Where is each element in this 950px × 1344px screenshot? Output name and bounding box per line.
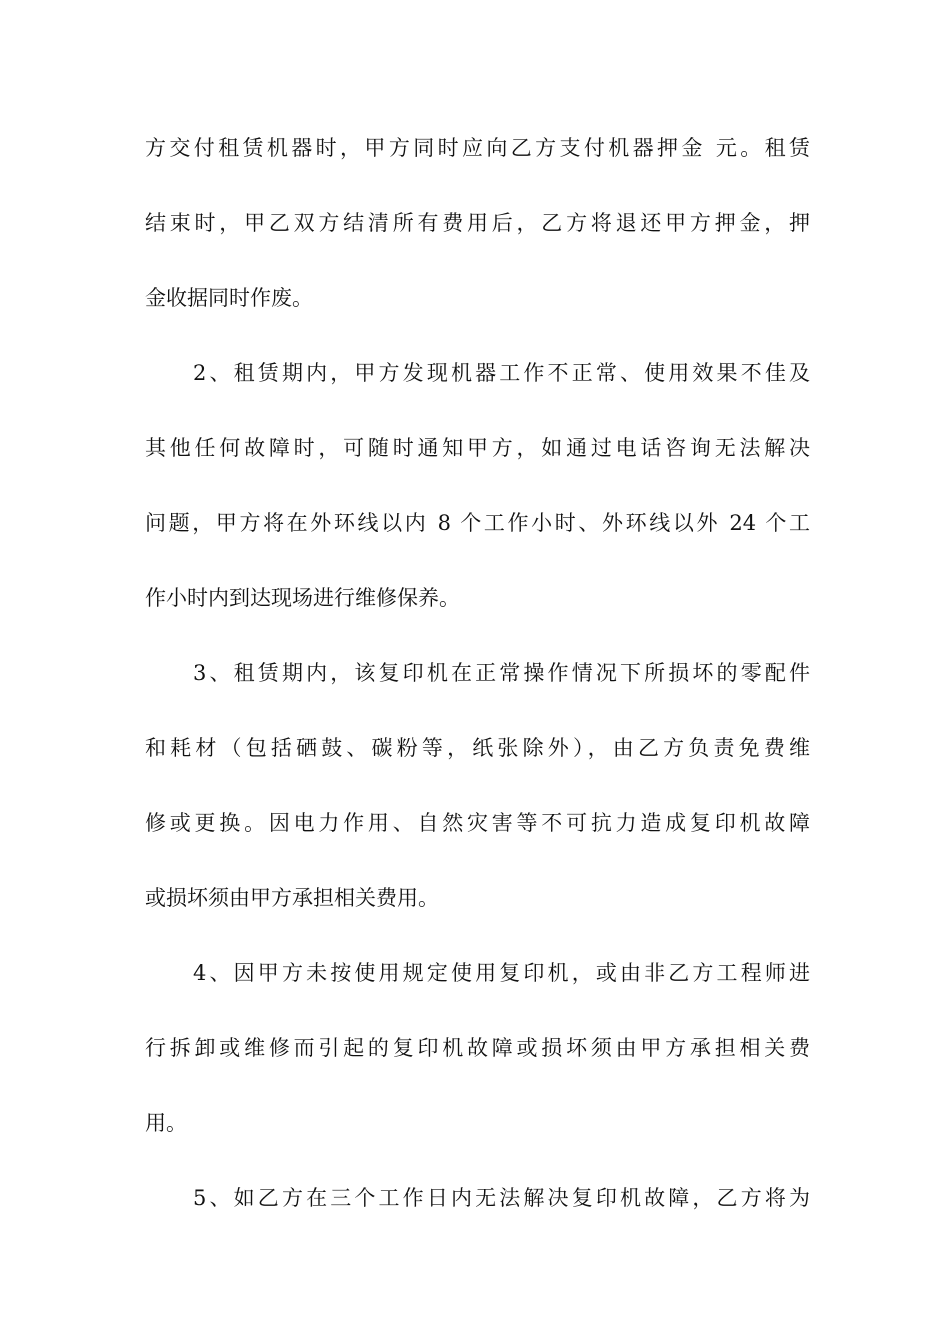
text-line: 3、租赁期内，该复印机在正常操作情况下所损坏的零配件	[193, 661, 810, 685]
text-line: 4、因甲方未按使用规定使用复印机，或由非乙方工程师进	[193, 961, 810, 985]
text-line: 2、租赁期内，甲方发现机器工作不正常、使用效果不佳及	[193, 361, 810, 385]
text-line: 方交付租赁机器时，甲方同时应向乙方支付机器押金 元。租赁	[145, 136, 810, 160]
document-body	[145, 128, 810, 1253]
text-line: 作小时内到达现场进行维修保养。	[145, 586, 460, 610]
text-line: 其他任何故障时，可随时通知甲方，如通过电话咨询无法解决	[145, 436, 810, 460]
text-line: 5、如乙方在三个工作日内无法解决复印机故障，乙方将为	[193, 1186, 810, 1210]
text-line: 行拆卸或维修而引起的复印机故障或损坏须由甲方承担相关费	[145, 1036, 810, 1060]
text-line: 用。	[145, 1111, 187, 1135]
text-line: 金收据同时作废。	[145, 286, 313, 310]
text-line: 问题，甲方将在外环线以内 8 个工作小时、外环线以外 24 个工	[145, 511, 810, 535]
text-line: 修或更换。因电力作用、自然灾害等不可抗力造成复印机故障	[145, 811, 810, 835]
text-line: 结束时，甲乙双方结清所有费用后，乙方将退还甲方押金，押	[145, 211, 810, 235]
text-line: 或损坏须由甲方承担相关费用。	[145, 886, 439, 910]
text-line: 和耗材（包括硒鼓、碳粉等，纸张除外），由乙方负责免费维	[145, 736, 810, 760]
